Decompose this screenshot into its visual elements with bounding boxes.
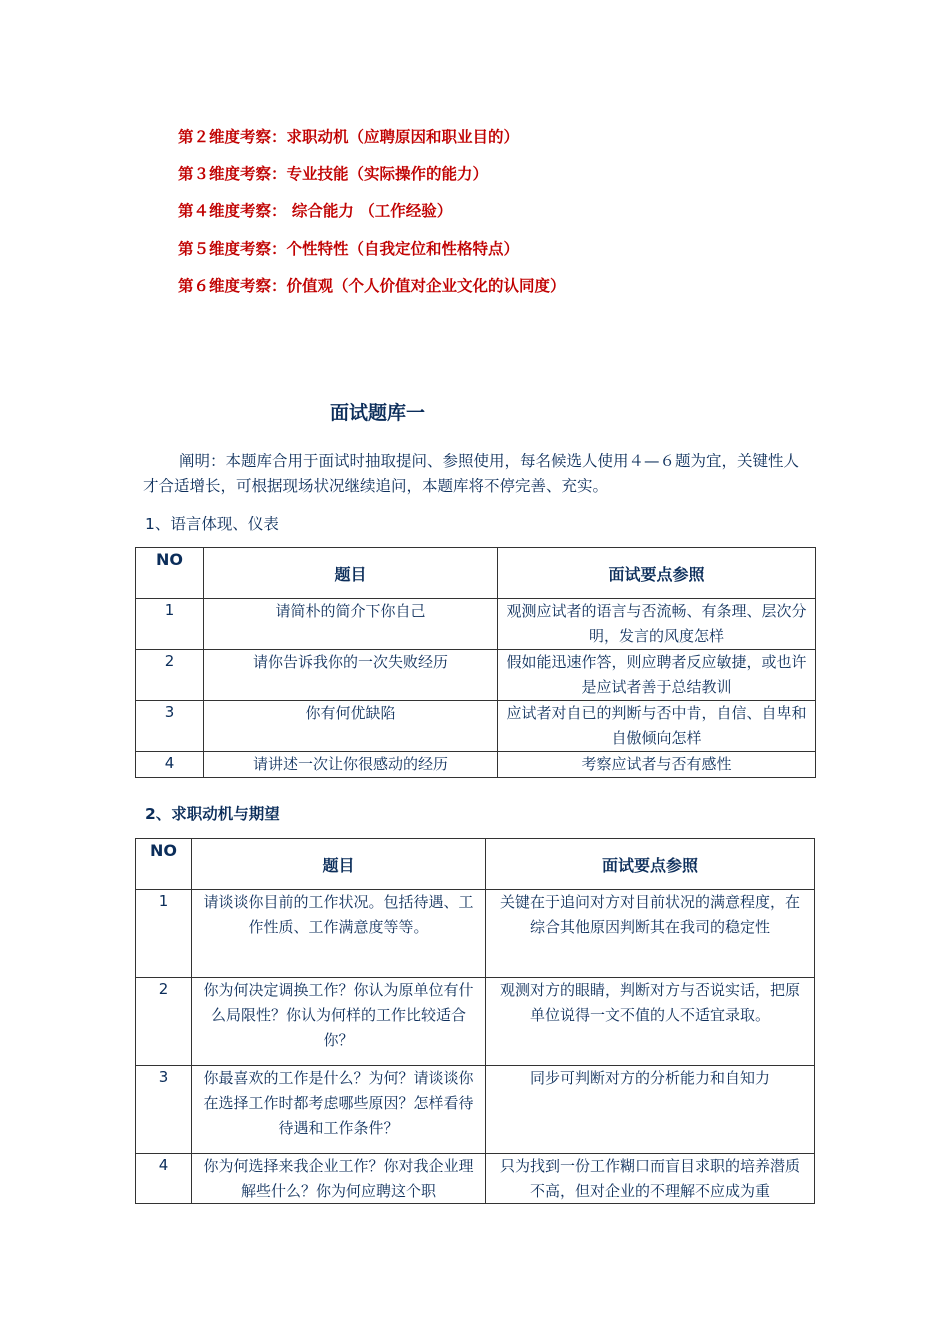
cell-no: 1 [136, 890, 192, 978]
header-no: NO [136, 839, 192, 890]
cell-no: 4 [136, 1154, 192, 1205]
cell-no: 3 [136, 701, 204, 752]
dimension-item: 第２维度考察：求职动机（应聘原因和职业目的） [178, 128, 520, 146]
header-points: 面试要点参照 [498, 548, 816, 599]
cell-points: 观测应试者的语言与否流畅、有条理、层次分明，发言的风度怎样 [498, 599, 816, 650]
header-no: NO [136, 548, 204, 599]
header-points: 面试要点参照 [486, 839, 815, 890]
header-question: 题目 [204, 548, 498, 599]
cell-question: 你为何选择来我企业工作？你对我企业理解些什么？你为何应聘这个职 [192, 1154, 486, 1205]
cell-points: 观测对方的眼睛，判断对方与否说实话，把原单位说得一文不值的人不适宜录取。 [486, 978, 815, 1066]
table-header-row [136, 548, 816, 599]
dimension-item: 第５维度考察：个性特性（自我定位和性格特点） [178, 240, 520, 258]
cell-points: 只为找到一份工作糊口而盲目求职的培养潜质不高，但对企业的不理解不应成为重 [486, 1154, 815, 1205]
table-2-bottom-border [135, 1203, 814, 1204]
section-heading: 1、语言体现、仪表 [145, 515, 279, 533]
table-row [136, 701, 816, 752]
cell-question: 你为何决定调换工作？你认为原单位有什么局限性？你认为何样的工作比较适合你？ [192, 978, 486, 1066]
cell-points: 应试者对自已的判断与否中肯，自信、自卑和自傲倾向怎样 [498, 701, 816, 752]
dimension-item: 第６维度考察：价值观（个人价值对企业文化的认同度） [178, 277, 566, 295]
cell-points: 关键在于追问对方对目前状况的满意程度，在综合其他原因判断其在我司的稳定性 [486, 890, 815, 978]
dimension-item: 第３维度考察：专业技能（实际操作的能力） [178, 165, 489, 183]
table-row [136, 890, 815, 978]
table-row [136, 752, 816, 778]
cell-no: 2 [136, 650, 204, 701]
table-row [136, 599, 816, 650]
question-table-1 [135, 547, 816, 778]
cell-points: 假如能迅速作答，则应聘者反应敏捷，或也许是应试者善于总结教训 [498, 650, 816, 701]
table-2-clip [135, 838, 815, 1204]
question-table-2 [135, 838, 815, 1204]
cell-points: 考察应试者与否有感性 [498, 752, 816, 778]
cell-no: 2 [136, 978, 192, 1066]
table-row [136, 978, 815, 1066]
table-row [136, 650, 816, 701]
section-heading: 2、求职动机与期望 [145, 805, 280, 823]
dimension-item: 第４维度考察： 综合能力 （工作经验） [178, 202, 453, 220]
cell-points: 同步可判断对方的分析能力和自知力 [486, 1066, 815, 1154]
header-question: 题目 [192, 839, 486, 890]
cell-no: 4 [136, 752, 204, 778]
table-header-row [136, 839, 815, 890]
table-row [136, 1154, 815, 1205]
cell-no: 3 [136, 1066, 192, 1154]
cell-no: 1 [136, 599, 204, 650]
cell-question: 你最喜欢的工作是什么？为何？请谈谈你在选择工作时都考虑哪些原因？怎样看待待遇和工作条件？ [192, 1066, 486, 1154]
cell-question: 请你告诉我你的一次失败经历 [204, 650, 498, 701]
page-title: 面试题库一 [330, 402, 426, 424]
cell-question: 请简朴的简介下你自己 [204, 599, 498, 650]
cell-question: 请讲述一次让你很感动的经历 [204, 752, 498, 778]
cell-question: 你有何优缺陷 [204, 701, 498, 752]
intro-paragraph: 阐明：本题库合用于面试时抽取提问、参照使用，每名候选人使用４—６题为宜，关键性人才合适增长，可根据现场状况继续追问，本题库将不停完善、充实。 [143, 452, 800, 495]
cell-question: 请谈谈你目前的工作状况。包括待遇、工作性质、工作满意度等等。 [192, 890, 486, 978]
table-row [136, 1066, 815, 1154]
